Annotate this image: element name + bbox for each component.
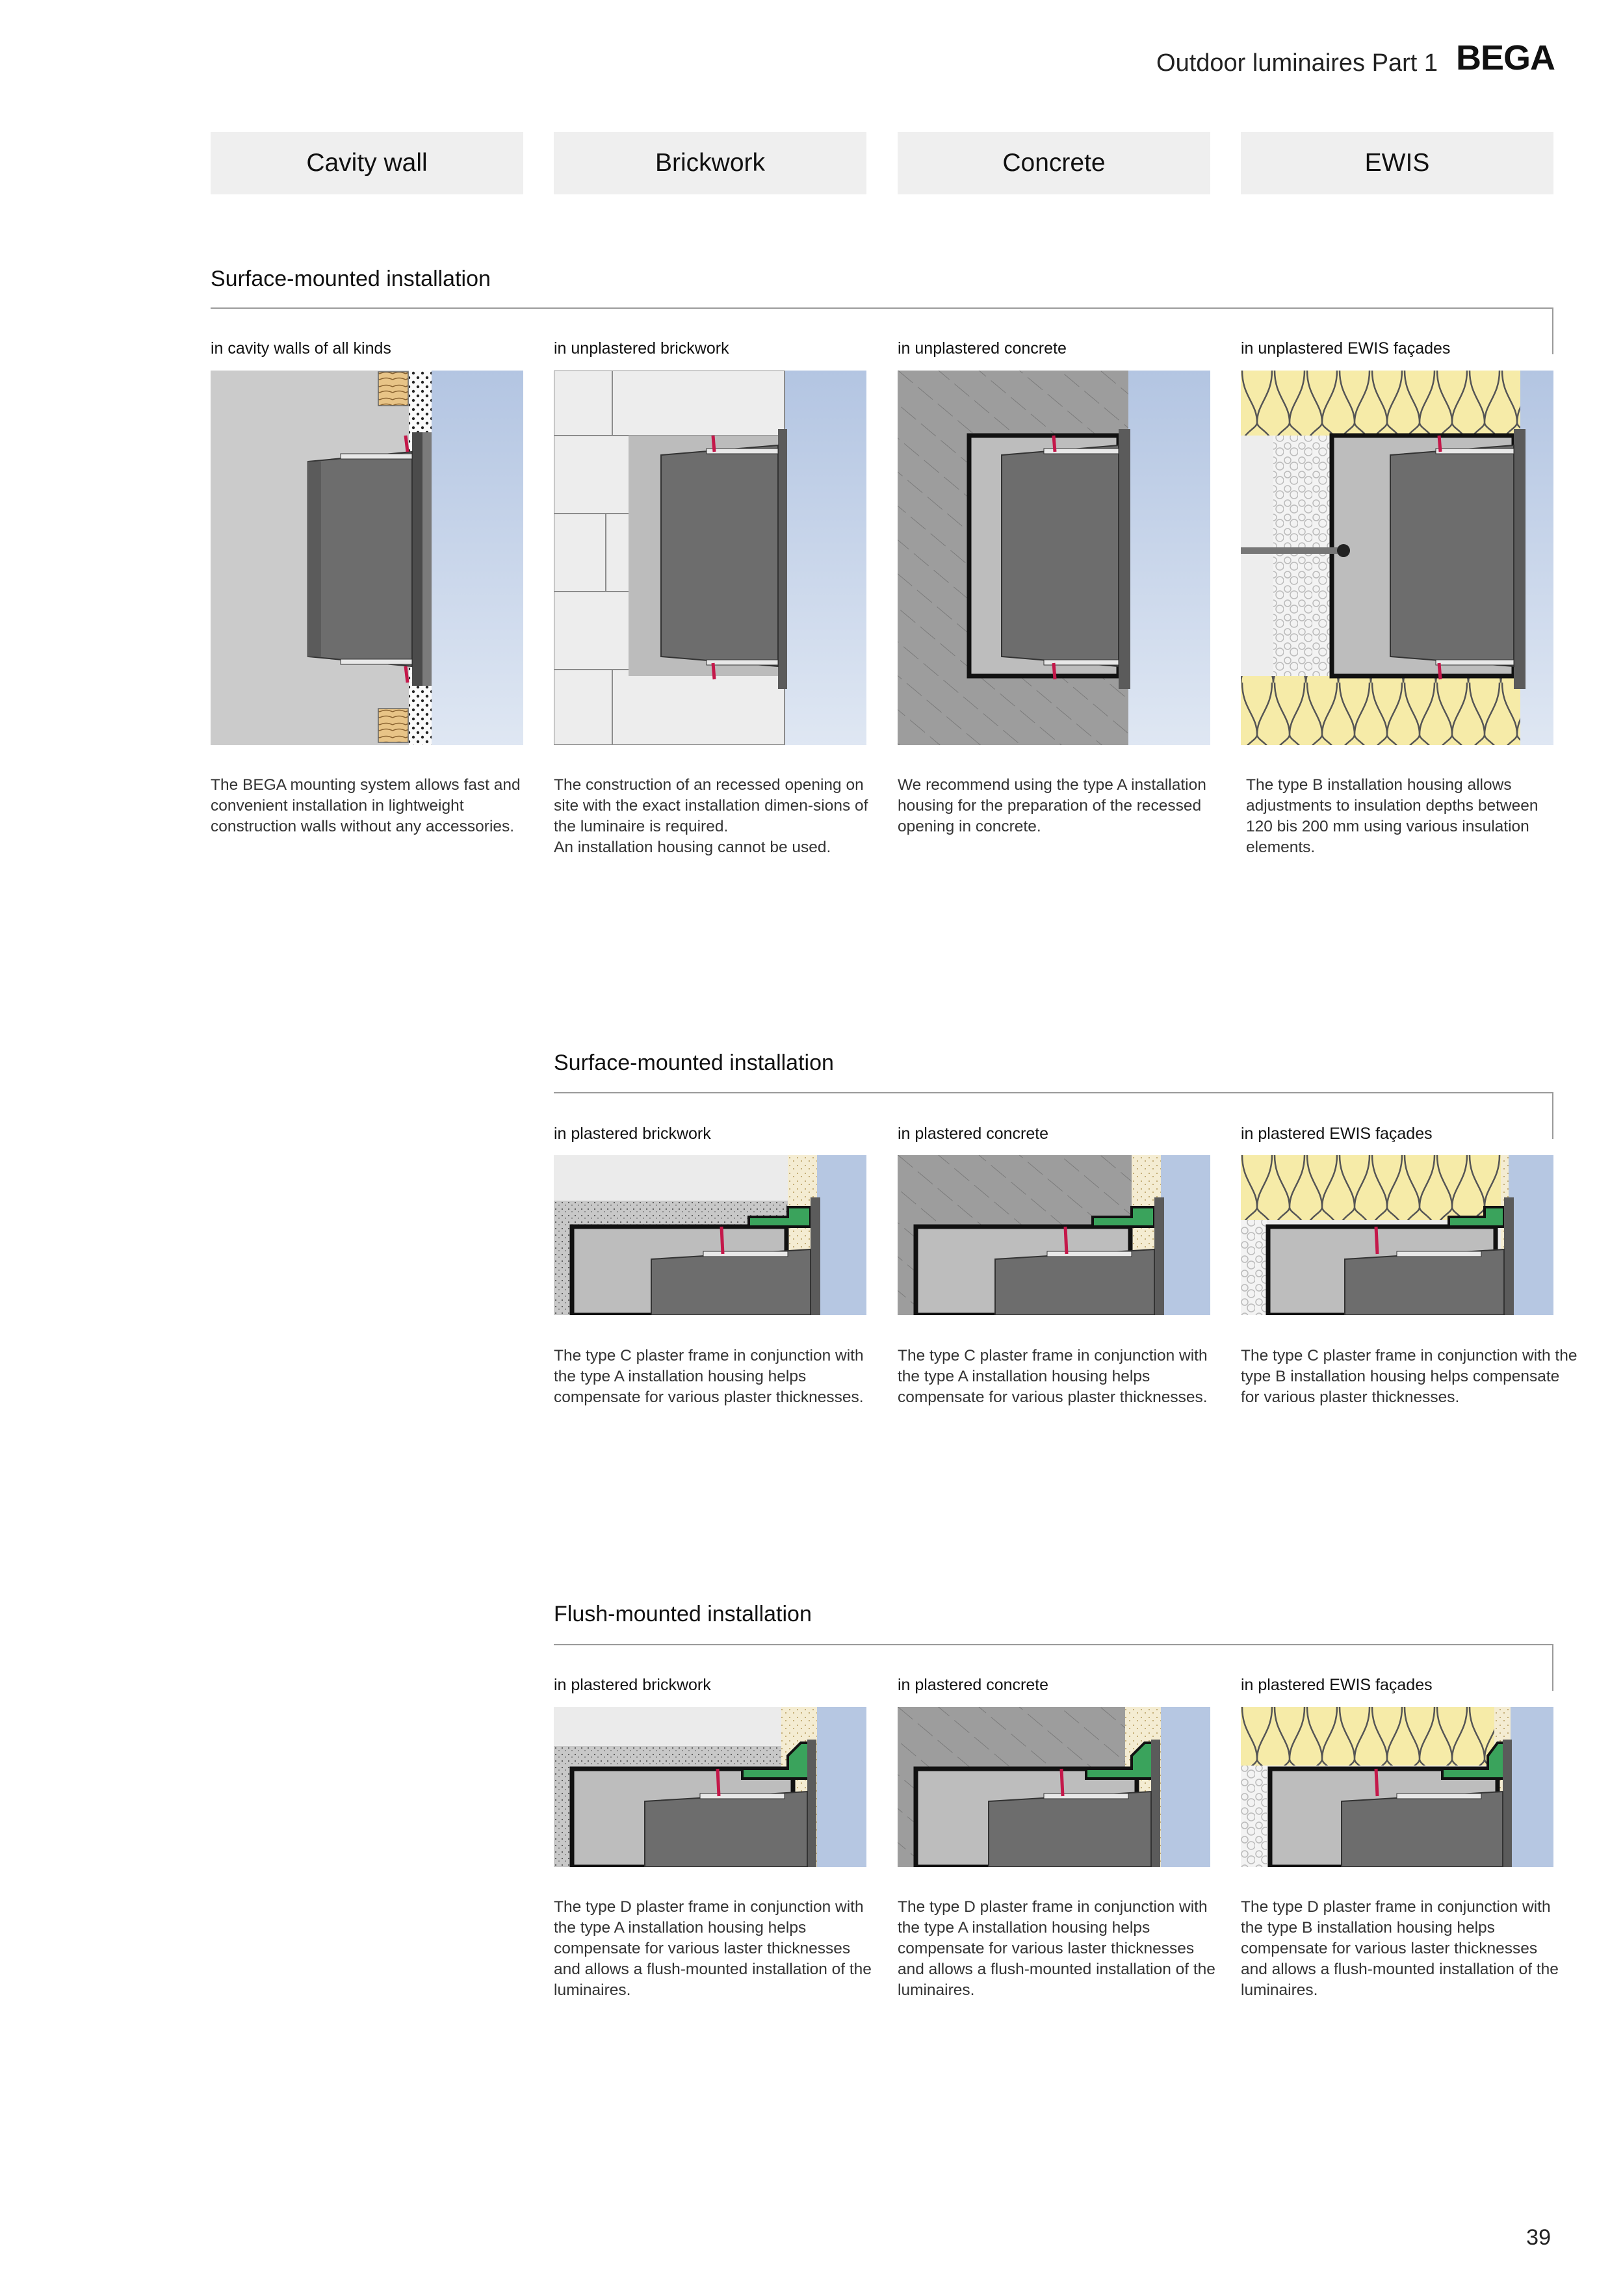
page-number: 39 (1526, 2225, 1551, 2250)
section-title: Flush-mounted installation (554, 1602, 812, 1626)
description: The type B installation housing allows adjustments to insulation depths between 120 bis 200 mm using various insulation elements. (1246, 776, 1539, 856)
caption: in plastered concrete (898, 1676, 1049, 1694)
plastered-ewis-flush-illustration (1241, 1707, 1553, 1867)
description: The type C plaster frame in conjunction with the type A installation housing helps compensate for various plaster thicknesses. (898, 1347, 1208, 1406)
plastered-concrete-flush-illustration (898, 1707, 1210, 1867)
section-title: Surface-mounted installation (554, 1050, 834, 1075)
section-divider-end (1552, 307, 1553, 354)
description: The construction of an recessed opening on site with the exact installation dimen-sions of the luminaire is required. An installation housing cannot be used. (554, 776, 868, 856)
caption: in plastered EWIS façades (1241, 1125, 1433, 1143)
tab-brickwork: Brickwork (554, 132, 866, 194)
header-title: Outdoor luminaires Part 1 (1156, 49, 1438, 77)
caption: in plastered concrete (898, 1125, 1049, 1143)
plastered-brickwork-flush-illustration (554, 1707, 866, 1867)
caption: in unplastered EWIS façades (1241, 339, 1451, 358)
description: The BEGA mounting system allows fast and convenient installation in lightweight construction walls without any accessories. (211, 776, 521, 835)
caption: in cavity walls of all kinds (211, 339, 391, 358)
description: The type D plaster frame in conjunction with the type A installation housing helps compensate for various laster thicknesses and allows a flush-mounted installation of the luminaires. (554, 1898, 872, 1999)
caption: in unplastered brickwork (554, 339, 729, 358)
section-title: Surface-mounted installation (211, 267, 491, 291)
description: We recommend using the type A installation housing for the preparation of the recessed opening in concrete. (898, 776, 1206, 835)
description: The type C plaster frame in conjunction with the type A installation housing helps compensate for various plaster thicknesses. (554, 1347, 864, 1406)
section-divider (554, 1644, 1553, 1645)
caption: in unplastered concrete (898, 339, 1067, 358)
concrete-illustration (898, 371, 1210, 745)
tab-ewis: EWIS (1241, 132, 1553, 194)
ewis-illustration (1241, 371, 1553, 745)
tab-concrete: Concrete (898, 132, 1210, 194)
section-divider-end (1552, 1092, 1553, 1139)
plastered-ewis-surface-illustration (1241, 1155, 1553, 1315)
section-divider (211, 307, 1553, 309)
description: The type D plaster frame in conjunction with the type A installation housing helps compensate for various laster thicknesses and allows a flush-mounted installation of the luminaires. (898, 1898, 1215, 1999)
section-divider-end (1552, 1644, 1553, 1691)
caption: in plastered EWIS façades (1241, 1676, 1433, 1694)
caption: in plastered brickwork (554, 1676, 711, 1694)
brickwork-illustration (554, 371, 866, 745)
caption: in plastered brickwork (554, 1125, 711, 1143)
plastered-brickwork-surface-illustration (554, 1155, 866, 1315)
cavity-wall-illustration (211, 371, 523, 745)
brand-logo: BEGA (1456, 38, 1555, 77)
description: The type C plaster frame in conjunction with the type B installation housing helps compensate for various plaster thicknesses. (1241, 1347, 1578, 1406)
section-divider (554, 1092, 1553, 1093)
plastered-concrete-surface-illustration (898, 1155, 1210, 1315)
tab-cavity-wall: Cavity wall (211, 132, 523, 194)
description: The type D plaster frame in conjunction with the type B installation housing helps compensate for various laster thicknesses and allows a flush-mounted installation of the luminaires. (1241, 1898, 1559, 1999)
